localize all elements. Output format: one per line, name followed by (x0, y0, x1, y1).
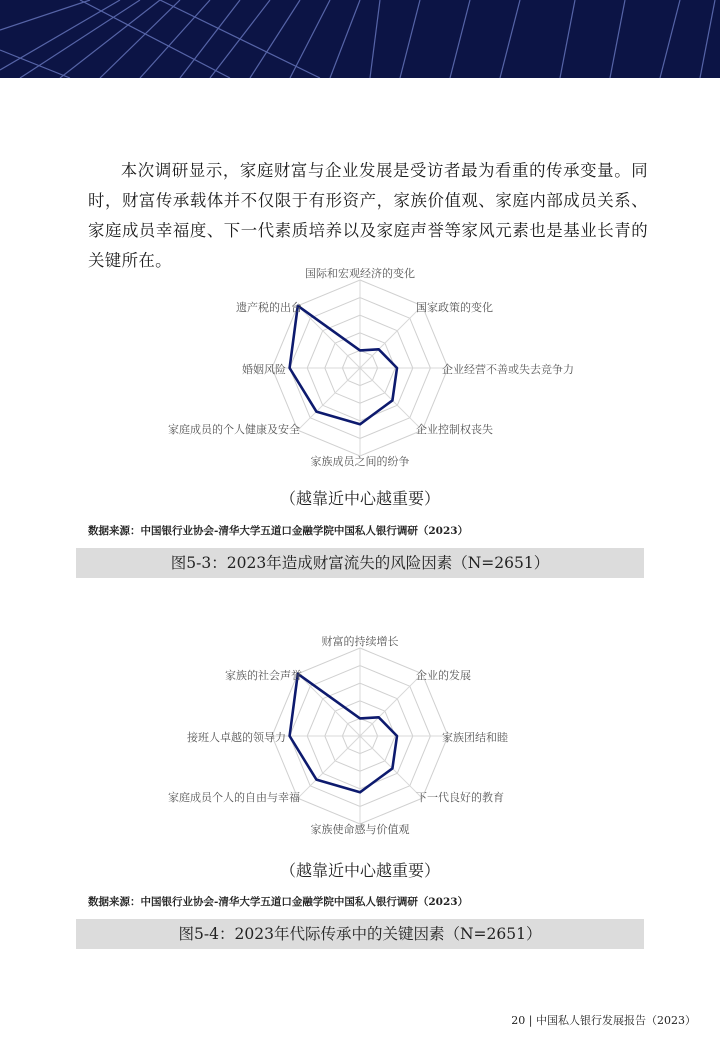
radar-chart-key-factors (0, 630, 720, 842)
intro-paragraph: 本次调研显示，家庭财富与企业发展是受访者最为看重的传承变量。同时，财富传承载体并不仅限于有形资产，家族价值观、家庭内部成员关系、家庭成员幸福度、下一代素质培养以及家庭声誉等家风元素也是基业长青的关键所在。 (88, 161, 648, 270)
radar-svg (0, 630, 720, 842)
radar-axis-label: 国家政策的变化 (416, 301, 493, 314)
radar-axis-label: 家族的社会声誉 (225, 669, 302, 682)
radar-axis-label: 企业控制权丧失 (416, 423, 493, 436)
data-source: 数据来源：中国银行业协会-清华大学五道口金融学院中国私人银行调研（2023） (88, 525, 469, 537)
chart-note: （越靠近中心越重要） (279, 861, 440, 880)
banner-lines-decoration (0, 0, 720, 78)
radar-axis-label: 国际和宏观经济的变化 (305, 267, 415, 280)
radar-axis-label: 家族成员之间的纷争 (310, 455, 410, 468)
radar-axis-label: 婚姻风险 (242, 363, 286, 376)
chart-note: （越靠近中心越重要） (279, 489, 440, 508)
page-footer: 20 | 中国私人银行发展报告（2023） (511, 1014, 696, 1027)
radar-axis-label: 企业的发展 (416, 669, 471, 682)
radar-axis-label: 遗产税的出台 (236, 301, 302, 314)
radar-axis-label: 接班人卓越的领导力 (187, 731, 286, 744)
radar-axis-label: 家庭成员的个人健康及安全 (168, 423, 300, 436)
data-source: 数据来源：中国银行业协会-清华大学五道口金融学院中国私人银行调研（2023） (88, 896, 469, 908)
radar-axis-label: 家族团结和睦 (442, 731, 508, 744)
radar-axis-label: 家族使命感与价值观 (310, 823, 410, 836)
figure-caption: 图5-4：2023年代际传承中的关键因素（N=2651） (76, 919, 644, 949)
radar-svg (0, 262, 720, 474)
figure-caption: 图5-3：2023年造成财富流失的风险因素（N=2651） (76, 548, 644, 578)
radar-axis-label: 财富的持续增长 (321, 635, 399, 648)
radar-axis-label: 企业经营不善或失去竞争力 (442, 363, 574, 376)
radar-axis-label: 下一代良好的教育 (416, 791, 504, 804)
radar-axis-label: 家庭成员个人的自由与幸福 (168, 791, 300, 804)
header-banner (0, 0, 720, 78)
radar-chart-risk-factors (0, 262, 720, 474)
